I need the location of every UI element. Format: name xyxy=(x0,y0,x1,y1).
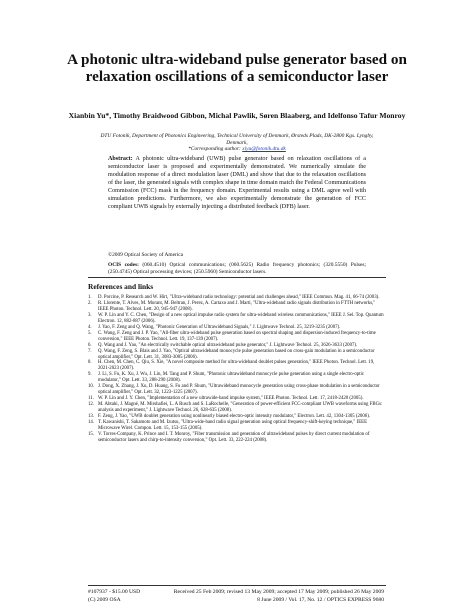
reference-text: Q. Wang and J. Yao, "An electrically switchable optical ultrawideband pulse generator," J. Lightwave Technol. 25, 3626-3633 (2007). xyxy=(98,342,358,348)
reference-number: 8. xyxy=(88,360,92,366)
footer-row-1 xyxy=(88,588,384,596)
reference-text: D. Porcine, P. Research and W. Hirt, "Ultra-wideband radio technology: potential and challenges ahead," IEEE Commun. Mag. 41, 66-74 (2003). xyxy=(98,295,380,300)
references-heading: References and links xyxy=(88,282,154,291)
reference-item xyxy=(88,384,384,396)
reference-number: 9. xyxy=(88,372,92,378)
reference-text: H. Chen, M. Chen, C. Qiu, S. Xie, "A novel composite method for ultra-wideband doublet pulses generation," IEEE Photon. Technol. Lett. 19, 2021-2023 (2007). xyxy=(98,360,375,372)
abstract-text: A photonic ultra-wideband (UWB) pulse generator based on relaxation oscillations of a semiconductor laser is proposed and experimentally demonstrated. We numerically simulate the modulation response of a direct modulation laser (DML) and show that due to the relaxation oscillations of the laser, the generated signals with complex shape in time domain match the Federal Communications Commission (FCC) mask in the frequency domain. Experimental results using a DML agree well with simulation predictions. Furthermore, we also experimentally demonstrate the generation of FCC compliant UWB signals by externally injecting a distributed feedback (DFB) laser. xyxy=(108,156,366,211)
paper-title: A photonic ultra-wideband pulse generator based on relaxation oscillations of a semiconductor laser xyxy=(67,51,407,85)
reference-text: J. Yao, F. Zeng and Q. Wang, "Photonic Generation of Ultrawideband Signals," J. Lightwave Technol. 25, 3219-3235 (2007). xyxy=(98,324,341,330)
reference-text: F. Zeng, J. Yao, "UWB doublet generation using nonlinearly biased electro-optic intensity modulator," Electron. Lett. 42, 1304-1305 (2006). xyxy=(98,414,371,420)
reference-text: W. P. Lin and J. Y. Chen, "Implementation of a new ultrawide-band impulse system," IEEE Photon. Technol. Lett. 17, 2418-2420 (2005). xyxy=(98,396,364,402)
reference-text: T. Kawanishi, T. Sakamoto and M. Izutsu, "Ultra-wide-band radio signal generation using optical frequency-shift-keying technique," IEEE Microwave Wirel. Compon. Lett. 15, 153-155 (2005). xyxy=(98,420,368,431)
footer-price: #107937 - $15.00 USD xyxy=(88,589,141,595)
reference-number: 14. xyxy=(88,420,95,426)
reference-item xyxy=(88,349,384,361)
affiliation-text: DTU Fotonik, Department of Photonics Engineering, Technical University of Denmark, Ørsteds Plads, DK-2800 Kgs. Lyngby, Denmark, xyxy=(100,133,374,146)
affiliation xyxy=(90,133,384,153)
ocis-label: OCIS codes: xyxy=(108,262,139,268)
reference-list xyxy=(88,295,384,444)
reference-text: W. P. Lin and Y. C. Chen, "Design of a new optical impulse radio system for ultra-wideband wireless communications," IEEE J. Sel. Top. Quantum Electron. 12, 882-887 (2006). xyxy=(98,312,384,324)
section-divider-top xyxy=(88,277,386,278)
reference-number: 2. xyxy=(88,300,92,306)
abstract-label: Abstract: xyxy=(108,156,133,162)
reference-number: 7. xyxy=(88,348,92,354)
section-divider-bottom xyxy=(88,585,386,586)
footer-journal-info: 8 June 2009 / Vol. 17, No. 12 / OPTICS EXPRESS 9680 xyxy=(257,597,384,604)
reference-item xyxy=(88,372,384,384)
reference-item xyxy=(88,331,384,343)
reference-item xyxy=(88,432,384,444)
ocis-text: (060.4510) Optical communications; (060.5625) Radio frequency photonics; (320.5550) Pulses; (250.4745) Optical processing devices; (250.5960) Semiconductor lasers. xyxy=(108,262,366,275)
reference-number: 12. xyxy=(88,402,95,408)
reference-text: M. Abtahi, J. Magné, M. Mirshafiei, L. A Rusch and S. LaRochelle, "Generation of power-efficient FCC-compliant UWB waveforms using FBGs: analysis and experiment," J. Lightwave Technol. 26, 628-635 (2008). xyxy=(98,402,383,414)
author-list: Xianbin Yu*, Timothy Braidwood Gibbon, Michal Pawlik, Søren Blaaberg, and Idelfonso Tafur Monroy xyxy=(68,111,406,120)
reference-number: 13. xyxy=(88,414,95,420)
reference-text: V. Torres-Company, K. Prince and I. T. Monroy, "Fiber transmission and generation of ultrawideband pulses by direct current modulation of semiconductor lasers and chirp-to-intensity conversion," Opt. Lett. 33, 222-224 (2008). xyxy=(98,431,370,443)
reference-item xyxy=(88,313,384,325)
reference-number: 4. xyxy=(88,324,92,330)
copyright-notice: ©2009 Optical Society of America xyxy=(108,252,184,258)
reference-item xyxy=(88,420,384,432)
corresponding-label: *Corresponding author: xyxy=(188,146,241,153)
corresponding-email-link[interactable]: xiyu@fotonik.dtu.dk xyxy=(242,146,286,153)
reference-item xyxy=(88,360,384,372)
footer-row-2 xyxy=(88,596,384,604)
reference-number: 5. xyxy=(88,330,92,336)
reference-number: 10. xyxy=(88,384,95,390)
footer-copyright: (C) 2009 OSA xyxy=(88,597,121,604)
footer-dates: Received 25 Feb 2009; revised 13 May 2009; accepted 17 May 2009; published 26 May 2009 xyxy=(173,589,384,595)
reference-number: 15. xyxy=(88,431,95,437)
reference-text: J. Dong, X. Zhang, J. Xu, D. Huang, S. Fu and P. Shum, "Ultrawideband monocycle generation using cross-phase modulation in a semiconductor optical amplifier," Opt. Lett. 32, 1223-1225 (2007). xyxy=(98,384,380,396)
reference-number: 11. xyxy=(88,396,94,402)
ocis-codes xyxy=(108,262,366,275)
reference-number: 1. xyxy=(88,295,92,300)
reference-item xyxy=(88,301,384,313)
reference-number: 3. xyxy=(88,312,92,318)
reference-text: R. Llorente, T. Alves, M. Morant, M. Beltran, J. Perez, A. Cartaxo and J. Marti, "Ultra-wideband radio signals distribution in FTTH networks," IEEE Photon. Technol. Lett. 20, 945-947 (2008). xyxy=(98,300,376,312)
page-footer xyxy=(88,588,384,604)
abstract xyxy=(108,155,366,211)
reference-number: 6. xyxy=(88,342,92,348)
reference-text: C. Wang, F. Zeng and J. P. Yao, "All-fiber ultra-wideband pulse generation based on spectral shaping and dispersion-induced frequency-to-time conversion," IEEE Photon. Technol. Lett. 19, 137-139 (2007). xyxy=(98,330,376,342)
reference-item xyxy=(88,402,384,414)
reference-text: J. Li, S. Fu, K. Xu, J. Wu, J. Lin, M. Tang and P. Shum, "Photonic ultrawideband monocycle pulse generation using a single electro-optic modulator," Opt. Lett. 33, 288-290 (2008). xyxy=(98,372,365,384)
reference-text: Q. Wang, F. Zeng, S. Blais and J. Yao, "Optical ultrawideband monocycle pulse generation based on cross-gain modulation in a semiconductor optical amplifier," Opt. Lett. 31, 3083-3085 (2006). xyxy=(98,348,375,360)
